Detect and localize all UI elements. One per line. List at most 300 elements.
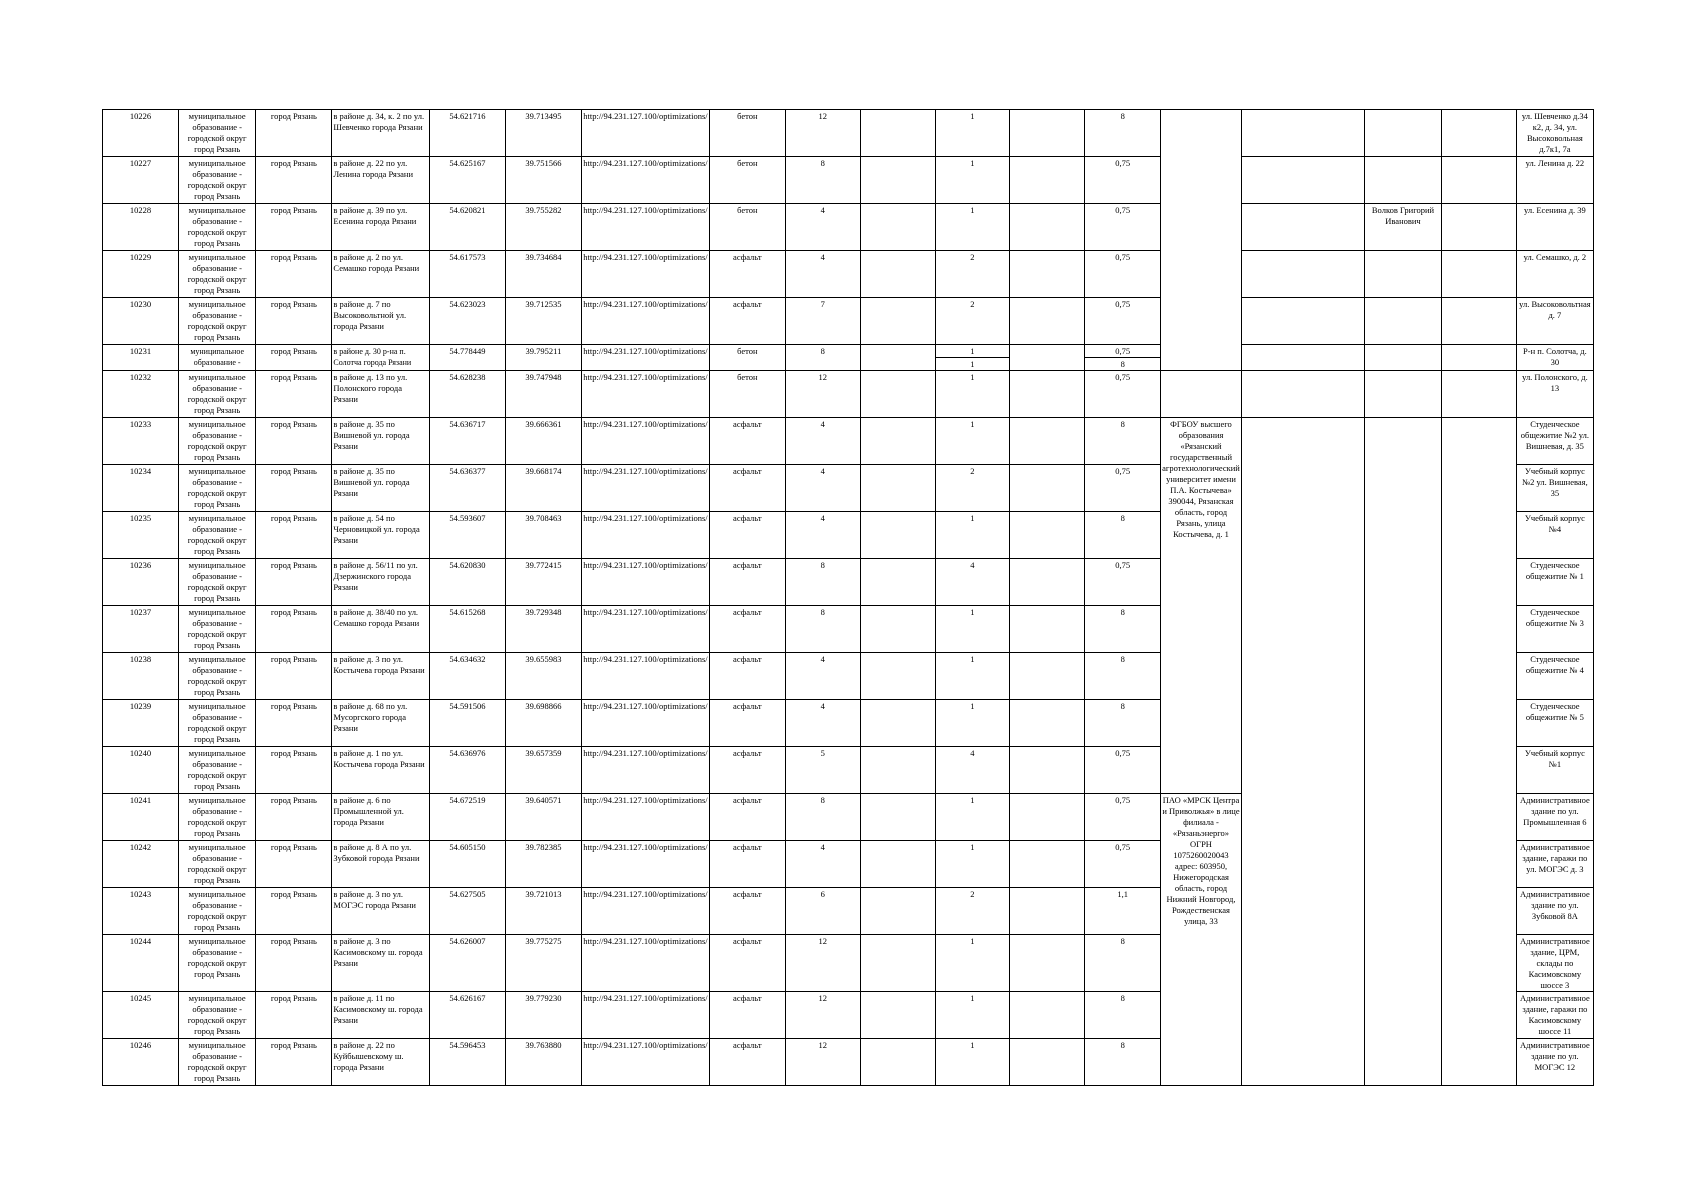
cell-empty — [1365, 345, 1442, 371]
cell-longitude: 39.772415 — [505, 559, 582, 606]
cell-city: город Рязань — [256, 559, 332, 606]
cell-area: 4 — [785, 512, 860, 559]
table-row — [103, 298, 1697, 345]
cell-container-count: 1 — [935, 1039, 1009, 1086]
cell-volume: 8 — [1085, 653, 1161, 700]
cell-address: в районе д. 7 по Высоковольтной ул. города Рязани — [332, 298, 430, 345]
cell-municipality: муниципальное образование - городской округ город Рязань — [179, 465, 256, 512]
cell-container-count: 4 — [935, 747, 1009, 794]
cell-cover: асфальт — [709, 559, 785, 606]
cell-container-count: 4 — [935, 559, 1009, 606]
cell-address: в районе д. 56/11 по ул. Дзержинского города Рязани — [332, 559, 430, 606]
cell-municipality: муниципальное образование - городской округ город Рязань — [179, 251, 256, 298]
cell-latitude: 54.672519 — [430, 794, 506, 841]
cell-area: 12 — [785, 1039, 860, 1086]
cell-city: город Рязань — [256, 794, 332, 841]
cell-empty — [860, 465, 935, 512]
table-row — [103, 418, 1697, 465]
cell-volume: 8 — [1085, 110, 1161, 157]
cell-source: Учебный корпус №2 ул. Вишневая, 35 — [1516, 465, 1593, 512]
cell-container-count: 1 — [935, 992, 1009, 1039]
cell-municipality: муниципальное образование - городской округ город Рязань — [179, 700, 256, 747]
cell-empty — [1010, 371, 1085, 418]
cell-municipality: муниципальное образование - городской округ город Рязань — [179, 418, 256, 465]
cell-empty — [1010, 1039, 1085, 1086]
table-row — [103, 204, 1697, 251]
cell-municipality: муниципальное образование - — [179, 345, 256, 371]
cell-empty — [1010, 935, 1085, 992]
cell-id: 10234 — [103, 465, 179, 512]
cell-municipality: муниципальное образование - городской округ город Рязань — [179, 157, 256, 204]
cell-longitude: 39.713495 — [505, 110, 582, 157]
cell-id: 10243 — [103, 888, 179, 935]
cell-container-count: 2 — [935, 888, 1009, 935]
cell-source: ул. Семашко, д. 2 — [1516, 251, 1593, 298]
cell-source: Студенческое общежитие №2 ул. Вишневая, д. 35 — [1516, 418, 1593, 465]
table-row — [103, 157, 1697, 204]
cell-url: http://94.231.127.100/optimizations/ — [582, 841, 709, 888]
cell-city: город Рязань — [256, 512, 332, 559]
cell-url: http://94.231.127.100/optimizations/ — [582, 157, 709, 204]
cell-empty — [1241, 110, 1364, 157]
cell-empty — [1010, 251, 1085, 298]
cell-latitude: 54.615268 — [430, 606, 506, 653]
cell-url: http://94.231.127.100/optimizations/ — [582, 747, 709, 794]
cell-area: 4 — [785, 653, 860, 700]
cell-latitude: 54.593607 — [430, 512, 506, 559]
cell-latitude: 54.627505 — [430, 888, 506, 935]
cell-latitude: 54.621716 — [430, 110, 506, 157]
cell-volume: 0,75 — [1085, 794, 1161, 841]
cell-id: 10229 — [103, 251, 179, 298]
cell-source: Учебный корпус №1 — [1516, 747, 1593, 794]
cell-empty — [1441, 298, 1516, 345]
cell-cover: бетон — [709, 110, 785, 157]
cell-cover: бетон — [709, 371, 785, 418]
cell-city: город Рязань — [256, 841, 332, 888]
cell-city: город Рязань — [256, 747, 332, 794]
cell-empty — [1010, 653, 1085, 700]
cell-cover: асфальт — [709, 653, 785, 700]
cell-url: http://94.231.127.100/optimizations/ — [582, 371, 709, 418]
cell-container-count: 2 — [935, 251, 1009, 298]
cell-latitude: 54.636717 — [430, 418, 506, 465]
cell-address: в районе д. 3 по ул. Костычева города Рязани — [332, 653, 430, 700]
cell-url: http://94.231.127.100/optimizations/ — [582, 1039, 709, 1086]
cell-cover: бетон — [709, 204, 785, 251]
cell-volume: 0,75 — [1085, 747, 1161, 794]
cell-source: Студенческое общежитие № 3 — [1516, 606, 1593, 653]
cell-city: город Рязань — [256, 298, 332, 345]
cell-source: Административное здание, гаражи по Касимовскому шоссе 11 — [1516, 992, 1593, 1039]
cell-owner-person: Волков Григорий Иванович — [1365, 204, 1442, 251]
cell-empty — [860, 992, 935, 1039]
cell-address: в районе д. 22 по ул. Ленина города Рязани — [332, 157, 430, 204]
table-row — [103, 110, 1697, 157]
cell-empty — [1441, 204, 1516, 251]
cell-address: в районе д. 3 по Касимовскому ш. города Рязани — [332, 935, 430, 992]
cell-cover: асфальт — [709, 700, 785, 747]
cell-municipality: муниципальное образование - городской округ город Рязань — [179, 204, 256, 251]
cell-latitude: 54.620830 — [430, 559, 506, 606]
cell-url: http://94.231.127.100/optimizations/ — [582, 465, 709, 512]
cell-area: 4 — [785, 251, 860, 298]
cell-address: в районе д. 35 по Вишневой ул. города Рязани — [332, 418, 430, 465]
cell-source: ул. Есенина д. 39 — [1516, 204, 1593, 251]
cell-empty — [860, 371, 935, 418]
cell-volume: 8 — [1085, 1039, 1161, 1086]
cell-empty — [1010, 559, 1085, 606]
cell-url: http://94.231.127.100/optimizations/ — [582, 794, 709, 841]
cell-empty — [860, 841, 935, 888]
cell-longitude: 39.782385 — [505, 841, 582, 888]
cell-volume: 8 — [1085, 606, 1161, 653]
cell-container-count: 2 — [935, 465, 1009, 512]
cell-area: 4 — [785, 465, 860, 512]
cell-cover: асфальт — [709, 512, 785, 559]
cell-cover: асфальт — [709, 251, 785, 298]
cell-longitude: 39.721013 — [505, 888, 582, 935]
cell-source: Административное здание, гаражи по ул. МОГЭС д. 3 — [1516, 841, 1593, 888]
cell-empty — [1010, 794, 1085, 841]
cell-empty — [1241, 345, 1364, 371]
cell-volume: 0,75 — [1085, 371, 1161, 418]
cell-municipality: муниципальное образование - городской округ город Рязань — [179, 1039, 256, 1086]
cell-empty — [860, 157, 935, 204]
cell-url: http://94.231.127.100/optimizations/ — [582, 204, 709, 251]
cell-longitude: 39.655983 — [505, 653, 582, 700]
cell-cover: асфальт — [709, 606, 785, 653]
cell-cover: бетон — [709, 157, 785, 204]
cell-empty — [860, 298, 935, 345]
cell-city: город Рязань — [256, 251, 332, 298]
table-row — [103, 345, 1697, 358]
cell-latitude: 54.636976 — [430, 747, 506, 794]
cell-address: в районе д. 54 по Черновицкой ул. города Рязани — [332, 512, 430, 559]
cell-source: ул. Полонского, д. 13 — [1516, 371, 1593, 418]
cell-address: в районе д. 22 по Куйбышевскому ш. города Рязани — [332, 1039, 430, 1086]
cell-source: Административное здание по ул. Зубковой 8А — [1516, 888, 1593, 935]
cell-area: 12 — [785, 992, 860, 1039]
cell-address: в районе д. 30 р-на п. Солотча города Рязани — [332, 345, 430, 371]
cell-url: http://94.231.127.100/optimizations/ — [582, 935, 709, 992]
cell-owner — [1161, 371, 1242, 418]
cell-empty — [1365, 371, 1442, 418]
cell-municipality: муниципальное образование - городской округ город Рязань — [179, 841, 256, 888]
cell-url: http://94.231.127.100/optimizations/ — [582, 251, 709, 298]
cell-empty — [1241, 418, 1364, 1086]
cell-area: 6 — [785, 888, 860, 935]
cell-container-count: 1 — [935, 935, 1009, 992]
cell-municipality: муниципальное образование - городской округ город Рязань — [179, 606, 256, 653]
cell-area: 12 — [785, 110, 860, 157]
cell-id: 10235 — [103, 512, 179, 559]
cell-municipality: муниципальное образование - городской округ город Рязань — [179, 992, 256, 1039]
cell-address: в районе д. 39 по ул. Есенина города Рязани — [332, 204, 430, 251]
cell-longitude: 39.751566 — [505, 157, 582, 204]
cell-empty — [860, 794, 935, 841]
cell-area: 8 — [785, 559, 860, 606]
cell-empty — [1010, 606, 1085, 653]
cell-city: город Рязань — [256, 204, 332, 251]
cell-municipality: муниципальное образование - городской округ город Рязань — [179, 794, 256, 841]
cell-volume: 0,75 — [1085, 157, 1161, 204]
cell-url: http://94.231.127.100/optimizations/ — [582, 888, 709, 935]
cell-area: 8 — [785, 606, 860, 653]
cell-empty — [1441, 157, 1516, 204]
cell-volume: 8 — [1085, 992, 1161, 1039]
cell-volume: 0,75 — [1085, 559, 1161, 606]
cell-source: Учебный корпус №4 — [1516, 512, 1593, 559]
cell-latitude: 54.626167 — [430, 992, 506, 1039]
cell-id: 10228 — [103, 204, 179, 251]
cell-area: 4 — [785, 204, 860, 251]
cell-city: город Рязань — [256, 345, 332, 371]
cell-source: Административное здание по ул. Промышленная 6 — [1516, 794, 1593, 841]
cell-url: http://94.231.127.100/optimizations/ — [582, 418, 709, 465]
cell-municipality: муниципальное образование - городской округ город Рязань — [179, 747, 256, 794]
cell-id: 10227 — [103, 157, 179, 204]
cell-empty — [1010, 345, 1085, 371]
cell-id: 10241 — [103, 794, 179, 841]
cell-address: в районе д. 68 по ул. Мусоргского города Рязани — [332, 700, 430, 747]
cell-city: город Рязань — [256, 888, 332, 935]
cell-volume: 8 — [1085, 358, 1161, 371]
cell-empty — [1010, 204, 1085, 251]
cell-empty — [1241, 371, 1364, 418]
cell-empty — [1441, 371, 1516, 418]
cell-volume: 0,75 — [1085, 204, 1161, 251]
cell-url: http://94.231.127.100/optimizations/ — [582, 606, 709, 653]
cell-url: http://94.231.127.100/optimizations/ — [582, 559, 709, 606]
cell-container-count: 1 — [935, 512, 1009, 559]
cell-empty — [1010, 157, 1085, 204]
cell-municipality: муниципальное образование - городской округ город Рязань — [179, 653, 256, 700]
cell-empty — [860, 1039, 935, 1086]
cell-longitude: 39.775275 — [505, 935, 582, 992]
cell-cover: асфальт — [709, 1039, 785, 1086]
cell-id: 10238 — [103, 653, 179, 700]
cell-longitude: 39.657359 — [505, 747, 582, 794]
cell-area: 12 — [785, 935, 860, 992]
cell-city: город Рязань — [256, 418, 332, 465]
cell-municipality: муниципальное образование - городской округ город Рязань — [179, 110, 256, 157]
cell-container-count: 1 — [935, 700, 1009, 747]
cell-empty — [1241, 298, 1364, 345]
cell-address: в районе д. 34, к. 2 по ул. Шевченко города Рязани — [332, 110, 430, 157]
cell-container-count: 1 — [935, 204, 1009, 251]
cell-municipality: муниципальное образование - городской округ город Рязань — [179, 559, 256, 606]
cell-city: город Рязань — [256, 935, 332, 992]
cell-latitude: 54.591506 — [430, 700, 506, 747]
cell-longitude: 39.779230 — [505, 992, 582, 1039]
cell-volume: 0,75 — [1085, 298, 1161, 345]
cell-address: в районе д. 1 по ул. Костычева города Рязани — [332, 747, 430, 794]
cell-empty — [1365, 298, 1442, 345]
cell-empty — [860, 747, 935, 794]
cell-address: в районе д. 35 по Вишневой ул. города Рязани — [332, 465, 430, 512]
cell-empty — [860, 345, 935, 371]
cell-source: Административное здание, ЦРМ, склады по Касимовскому шоссе 3 — [1516, 935, 1593, 992]
cell-area: 4 — [785, 841, 860, 888]
cell-longitude: 39.729348 — [505, 606, 582, 653]
cell-container-count: 1 — [935, 653, 1009, 700]
cell-empty — [1441, 345, 1516, 371]
cell-volume: 0,75 — [1085, 251, 1161, 298]
cell-latitude: 54.605150 — [430, 841, 506, 888]
cell-empty — [860, 653, 935, 700]
cell-cover: асфальт — [709, 794, 785, 841]
cell-empty — [1365, 251, 1442, 298]
cell-container-count: 1 — [935, 794, 1009, 841]
cell-empty — [860, 888, 935, 935]
cell-source: ул. Высоковольтная д. 7 — [1516, 298, 1593, 345]
cell-cover: асфальт — [709, 888, 785, 935]
cell-id: 10245 — [103, 992, 179, 1039]
cell-id: 10237 — [103, 606, 179, 653]
cell-id: 10244 — [103, 935, 179, 992]
cell-id: 10246 — [103, 1039, 179, 1086]
cell-empty — [1010, 700, 1085, 747]
cell-city: город Рязань — [256, 371, 332, 418]
cell-cover: асфальт — [709, 418, 785, 465]
cell-area: 4 — [785, 700, 860, 747]
cell-latitude: 54.626007 — [430, 935, 506, 992]
cell-empty — [1241, 157, 1364, 204]
cell-address: в районе д. 11 по Касимовскому ш. города Рязани — [332, 992, 430, 1039]
cell-id: 10236 — [103, 559, 179, 606]
cell-cover: асфальт — [709, 841, 785, 888]
table-row — [103, 251, 1697, 298]
cell-city: город Рязань — [256, 465, 332, 512]
cell-empty — [1010, 888, 1085, 935]
cell-longitude: 39.734684 — [505, 251, 582, 298]
cell-area: 8 — [785, 157, 860, 204]
cell-url: http://94.231.127.100/optimizations/ — [582, 110, 709, 157]
cell-address: в районе д. 3 по ул. МОГЭС города Рязани — [332, 888, 430, 935]
cell-empty — [860, 700, 935, 747]
cell-container-count: 1 — [935, 157, 1009, 204]
cell-empty — [1365, 110, 1442, 157]
cell-url: http://94.231.127.100/optimizations/ — [582, 992, 709, 1039]
cell-address: в районе д. 6 по Промышленной ул. города Рязани — [332, 794, 430, 841]
cell-latitude: 54.596453 — [430, 1039, 506, 1086]
cell-source: ул. Шевченко д.34 к2, д. 34, ул. Высоковольная д.7к1, 7а — [1516, 110, 1593, 157]
cell-area: 7 — [785, 298, 860, 345]
cell-municipality: муниципальное образование - городской округ город Рязань — [179, 935, 256, 992]
cell-latitude: 54.625167 — [430, 157, 506, 204]
cell-area: 5 — [785, 747, 860, 794]
cell-container-count: 1 — [935, 110, 1009, 157]
cell-id: 10226 — [103, 110, 179, 157]
cell-latitude: 54.617573 — [430, 251, 506, 298]
cell-empty — [860, 559, 935, 606]
cell-city: город Рязань — [256, 992, 332, 1039]
cell-empty — [860, 110, 935, 157]
cell-city: город Рязань — [256, 110, 332, 157]
cell-source: Студенческое общежитие № 4 — [1516, 653, 1593, 700]
cell-source: ул. Ленина д. 22 — [1516, 157, 1593, 204]
table-row — [103, 371, 1697, 418]
cell-longitude: 39.763880 — [505, 1039, 582, 1086]
cell-volume: 8 — [1085, 700, 1161, 747]
cell-volume: 8 — [1085, 512, 1161, 559]
cell-empty — [1010, 512, 1085, 559]
cell-url: http://94.231.127.100/optimizations/ — [582, 298, 709, 345]
cell-url: http://94.231.127.100/optimizations/ — [582, 345, 709, 371]
cell-area: 4 — [785, 418, 860, 465]
cell-longitude: 39.747948 — [505, 371, 582, 418]
cell-municipality: муниципальное образование - городской округ город Рязань — [179, 298, 256, 345]
cell-empty — [1241, 251, 1364, 298]
cell-empty — [1010, 992, 1085, 1039]
cell-longitude: 39.698866 — [505, 700, 582, 747]
cell-latitude: 54.628238 — [430, 371, 506, 418]
cell-owner — [1161, 110, 1242, 371]
cell-volume: 1,1 — [1085, 888, 1161, 935]
cell-empty — [1365, 418, 1442, 1086]
cell-id: 10233 — [103, 418, 179, 465]
cell-city: город Рязань — [256, 1039, 332, 1086]
cell-latitude: 54.623023 — [430, 298, 506, 345]
cell-area: 8 — [785, 345, 860, 371]
cell-longitude: 39.795211 — [505, 345, 582, 371]
cell-area: 12 — [785, 371, 860, 418]
cell-source: Р-н п. Солотча, д. 30 — [1516, 345, 1593, 371]
cell-id: 10231 — [103, 345, 179, 371]
cell-longitude: 39.712535 — [505, 298, 582, 345]
cell-volume: 8 — [1085, 418, 1161, 465]
cell-longitude: 39.708463 — [505, 512, 582, 559]
cell-empty — [1010, 110, 1085, 157]
cell-city: город Рязань — [256, 606, 332, 653]
cell-city: город Рязань — [256, 700, 332, 747]
cell-empty — [1241, 204, 1364, 251]
cell-container-count: 1 — [935, 371, 1009, 418]
cell-cover: бетон — [709, 345, 785, 371]
cell-address: в районе д. 38/40 по ул. Семашко города Рязани — [332, 606, 430, 653]
cell-municipality: муниципальное образование - городской округ город Рязань — [179, 512, 256, 559]
cell-latitude: 54.778449 — [430, 345, 506, 371]
cell-empty — [1010, 418, 1085, 465]
cell-empty — [860, 935, 935, 992]
cell-longitude: 39.755282 — [505, 204, 582, 251]
cell-address: в районе д. 13 по ул. Полонского города Рязани — [332, 371, 430, 418]
cell-municipality: муниципальное образование - городской округ город Рязань — [179, 888, 256, 935]
cell-latitude: 54.620821 — [430, 204, 506, 251]
cell-source: Студенческое общежитие № 1 — [1516, 559, 1593, 606]
cell-volume: 0,75 — [1085, 345, 1161, 358]
cell-empty — [1441, 418, 1516, 1086]
cell-url: http://94.231.127.100/optimizations/ — [582, 512, 709, 559]
cell-address: в районе д. 8 А по ул. Зубковой города Рязани — [332, 841, 430, 888]
cell-id: 10240 — [103, 747, 179, 794]
cell-longitude: 39.640571 — [505, 794, 582, 841]
cell-cover: асфальт — [709, 465, 785, 512]
cell-owner: ПАО «МРСК Центра и Приволжья» в лице филиала - «Рязаньэнерго» ОГРН 1075260020043 адрес: 603950, Нижегородская область, город Нижний Новгород, Рождественская улица, 33 — [1161, 794, 1242, 1086]
cell-cover: асфальт — [709, 992, 785, 1039]
cell-source: Административное здание по ул. МОГЭС 12 — [1516, 1039, 1593, 1086]
cell-city: город Рязань — [256, 157, 332, 204]
cell-empty — [1441, 110, 1516, 157]
cell-longitude: 39.668174 — [505, 465, 582, 512]
cell-container-count: 1 — [935, 418, 1009, 465]
cell-container-count: 1 — [935, 606, 1009, 653]
cell-city: город Рязань — [256, 653, 332, 700]
cell-empty — [1010, 465, 1085, 512]
cell-empty — [860, 606, 935, 653]
cell-empty — [1010, 841, 1085, 888]
